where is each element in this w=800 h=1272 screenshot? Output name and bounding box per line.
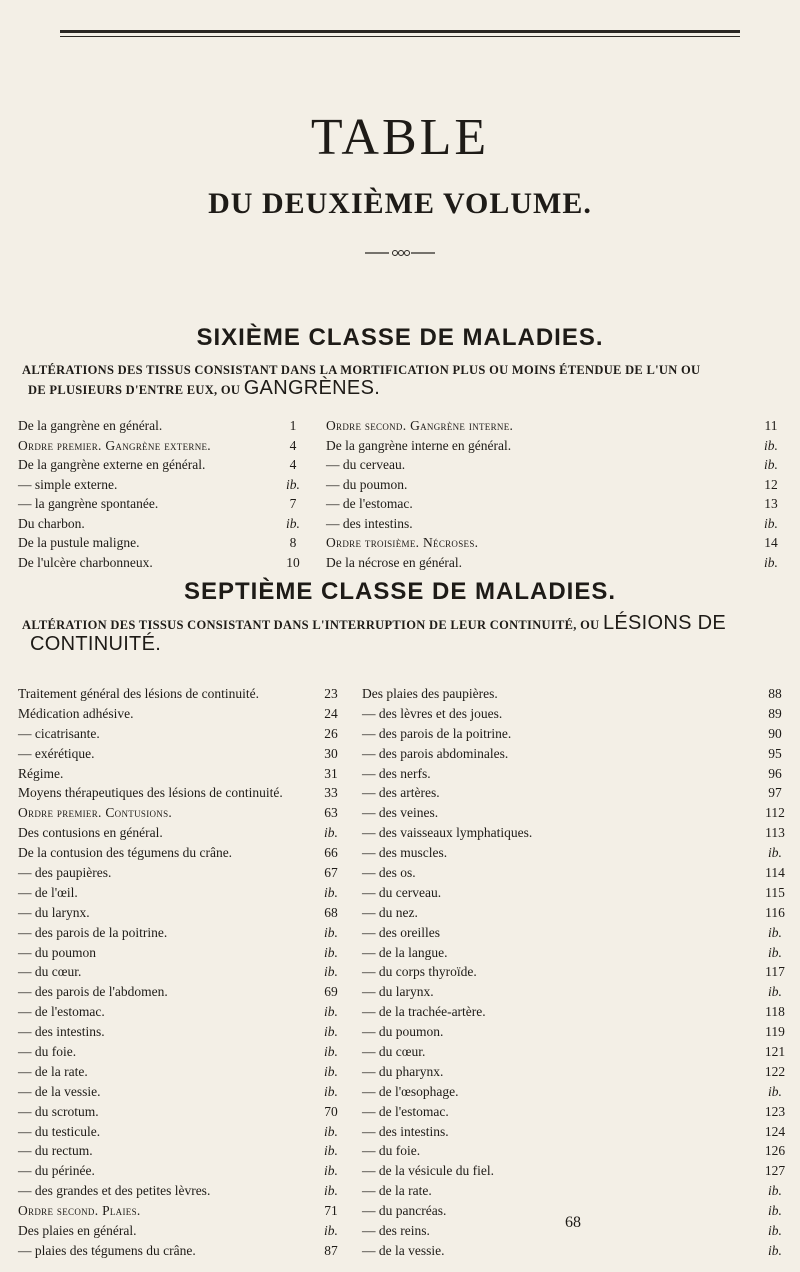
toc-entry-page: 126 (764, 1143, 786, 1159)
toc-entry-title: Ordre second. Gangrène interne. (326, 418, 514, 433)
toc-entry-title: Ordre troisième. Nécroses. (326, 535, 479, 550)
toc-entry-page: 63 (324, 805, 338, 821)
class7-alteration-small: ALTÉRATION DES TISSUS CONSISTANT DANS L'INTERRUPTION DE LEUR CONTINUITÉ, OU (22, 618, 600, 632)
toc-entry-title: — du poumon. (326, 476, 408, 492)
toc-entry-title: — du testicule. (18, 1123, 101, 1139)
toc-entry-page: ib. (324, 924, 338, 940)
toc-entry-page: ib. (764, 554, 778, 570)
class6-right-list (326, 416, 788, 572)
toc-entry (18, 724, 348, 744)
toc-entry-title: De la nécrose en général. (326, 554, 463, 570)
toc-entry (362, 1062, 788, 1082)
toc-entry-title: Traitement général des lésions de continuité. (18, 686, 259, 701)
toc-entry (18, 1221, 348, 1241)
toc-entry-page: ib. (324, 1123, 338, 1139)
toc-entry-title: — du corps thyroïde. (362, 964, 477, 980)
toc-entry-page: 71 (324, 1203, 338, 1219)
toc-entry (18, 416, 308, 436)
toc-entry-title: — du rectum. (18, 1143, 93, 1159)
toc-entry (18, 744, 348, 764)
toc-entry (18, 783, 348, 803)
toc-entry-page: ib. (768, 924, 782, 940)
toc-entry (18, 1102, 348, 1122)
toc-entry-title: — du nez. (362, 904, 418, 920)
toc-entry-title: — de la rate. (18, 1063, 88, 1079)
toc-entry-title: — de l'estomac. (326, 496, 413, 511)
toc-entry (18, 1241, 348, 1261)
toc-entry-page: 123 (764, 1103, 786, 1119)
toc-entry-title: — du périnée. (18, 1163, 95, 1179)
toc-entry-page: 66 (324, 845, 338, 861)
toc-entry-page: 89 (768, 705, 782, 721)
toc-entry-title: — des intestins. (18, 1024, 105, 1040)
toc-entry (18, 1141, 348, 1161)
class6-left-list (18, 416, 308, 572)
toc-entry-title: De la gangrène externe en général. (18, 457, 206, 472)
toc-entry (18, 684, 348, 704)
toc-entry-page: 90 (768, 725, 782, 741)
toc-entry (18, 843, 348, 863)
toc-entry (362, 803, 788, 823)
class6-heading: SIXIÈME CLASSE DE MALADIES. (196, 324, 604, 351)
toc-entry-page: 117 (765, 964, 785, 980)
toc-entry (326, 494, 788, 514)
toc-entry (362, 923, 788, 943)
toc-entry-title: — cicatrisante. (18, 725, 100, 741)
toc-entry-page: ib. (768, 1242, 782, 1258)
toc-entry (18, 1002, 348, 1022)
toc-entry-title: Des contusions en général. (18, 825, 163, 841)
toc-entry-title: — des parois de l'abdomen. (18, 984, 168, 1000)
toc-entry (362, 684, 788, 704)
toc-entry-page: 121 (764, 1044, 786, 1060)
class7-right-list (362, 684, 788, 1261)
toc-entry-page: 113 (765, 825, 785, 841)
toc-entry (18, 533, 308, 553)
toc-entry (18, 1062, 348, 1082)
toc-entry-page: ib. (286, 476, 300, 492)
toc-entry-title: — des intestins. (326, 515, 413, 531)
toc-entry-title: — du foie. (362, 1143, 421, 1159)
page-title: TABLE (310, 109, 490, 166)
toc-entry-title: — du cœur. (18, 964, 82, 980)
toc-entry-title: — des oreilles (362, 924, 440, 940)
toc-entry-page: 70 (324, 1103, 338, 1119)
toc-entry-title: — du cerveau. (326, 457, 406, 472)
toc-entry-page: ib. (324, 1223, 338, 1239)
toc-entry-title: — du pancréas. (362, 1203, 447, 1219)
class7-alteration-line2: CONTINUITÉ. (30, 633, 162, 655)
toc-entry (326, 553, 788, 573)
toc-entry-page: 26 (324, 725, 338, 741)
toc-entry-title: — des vaisseaux lymphatiques. (362, 825, 533, 841)
toc-entry-page: ib. (764, 515, 778, 531)
toc-entry-page: 115 (765, 884, 785, 900)
toc-entry-title: Des plaies des paupières. (362, 686, 498, 701)
toc-entry-title: Ordre premier. Contusions. (18, 805, 173, 821)
toc-entry-title: De la contusion des tégumens du crâne. (18, 845, 233, 861)
toc-entry-title: — des os. (362, 865, 416, 881)
class7-heading: SEPTIÈME CLASSE DE MALADIES. (183, 578, 617, 605)
page-folio: 68 (565, 1214, 581, 1231)
toc-entry-title: — de l'œsophage. (362, 1083, 459, 1099)
toc-entry (362, 1102, 788, 1122)
toc-entry (326, 436, 788, 456)
toc-entry-title: — des artères. (362, 785, 440, 801)
toc-entry-page: 116 (765, 904, 785, 920)
toc-entry-title: Du charbon. (18, 515, 85, 531)
toc-entry-page: ib. (768, 1083, 782, 1099)
toc-entry-page: 4 (289, 437, 297, 453)
toc-entry-page: 12 (764, 476, 778, 492)
toc-entry-page: 24 (324, 705, 338, 721)
toc-entry-title: De l'ulcère charbonneux. (18, 554, 153, 570)
toc-entry (362, 1022, 788, 1042)
toc-entry-title: — des parois de la poitrine. (18, 924, 168, 940)
toc-entry-title: — des muscles. (362, 845, 448, 861)
toc-entry (18, 764, 348, 784)
toc-entry-page: 119 (765, 1024, 785, 1040)
toc-entry-page: ib. (324, 1004, 338, 1020)
toc-entry-page: 31 (324, 765, 338, 781)
class7-alteration-big: LÉSIONS DE (602, 612, 726, 634)
toc-entry (326, 514, 788, 534)
toc-entry (18, 943, 348, 963)
toc-entry (362, 1122, 788, 1142)
toc-entry (362, 863, 788, 883)
toc-entry-page: ib. (324, 1063, 338, 1079)
toc-entry-title: — plaies des tégumens du crâne. (18, 1242, 196, 1258)
toc-entry (362, 1241, 788, 1261)
toc-entry (18, 436, 308, 456)
toc-entry-page: 14 (764, 535, 778, 550)
toc-entry-title: De la pustule maligne. (18, 535, 140, 550)
toc-entry-page: 7 (289, 496, 297, 511)
toc-entry-title: — des lèvres et des joues. (362, 705, 503, 721)
toc-entry-title: — la gangrène spontanée. (18, 496, 159, 511)
toc-entry (18, 883, 348, 903)
toc-entry-page: 67 (324, 865, 338, 881)
toc-entry-page: 13 (764, 496, 778, 511)
toc-entry (326, 475, 788, 495)
toc-entry-title: Des plaies en général. (18, 1223, 137, 1239)
toc-entry-page: ib. (324, 964, 338, 980)
toc-entry-title: Ordre second. Plaies. (18, 1203, 141, 1219)
toc-entry-title: Moyens thérapeutiques des lésions de continuité. (18, 785, 283, 801)
toc-entry (326, 533, 788, 553)
toc-entry (18, 923, 348, 943)
toc-entry (362, 1161, 788, 1181)
toc-entry-title: — du pharynx. (362, 1063, 444, 1079)
toc-entry (18, 982, 348, 1002)
toc-entry-title: — de l'estomac. (362, 1103, 449, 1119)
toc-entry (18, 494, 308, 514)
toc-entry-title: — de l'œil. (18, 884, 78, 900)
toc-entry-page: 124 (764, 1123, 786, 1139)
class6-alteration-line2 (22, 379, 782, 399)
class7-left-list (18, 684, 348, 1261)
toc-entry-title: — du larynx. (362, 984, 434, 1000)
toc-entry (18, 704, 348, 724)
class6-alteration-big: GANGRÈNES. (243, 377, 381, 399)
toc-entry-page: ib. (768, 1223, 782, 1239)
toc-entry-title: De la gangrène interne en général. (326, 437, 512, 453)
page-subtitle: DU DEUXIÈME VOLUME. (208, 187, 592, 220)
toc-entry-page: 10 (286, 554, 300, 570)
toc-entry-title: — des veines. (362, 805, 439, 821)
toc-entry-title: Ordre premier. Gangrène externe. (18, 437, 211, 453)
toc-entry-page: ib. (324, 1143, 338, 1159)
toc-entry-page: ib. (324, 1183, 338, 1199)
top-rule-thin (60, 36, 740, 37)
toc-entry-title: — des parois abdominales. (362, 745, 509, 761)
toc-entry-page: 118 (765, 1004, 785, 1020)
toc-entry-title: De la gangrène en général. (18, 418, 163, 433)
toc-entry-page: ib. (324, 1044, 338, 1060)
toc-entry-title: — du foie. (18, 1044, 77, 1060)
toc-entry-title: — du poumon. (362, 1024, 444, 1040)
toc-entry-title: Médication adhésive. (18, 705, 134, 721)
toc-entry (362, 943, 788, 963)
toc-entry (18, 863, 348, 883)
toc-entry-page: 88 (768, 686, 782, 701)
toc-entry-page: 8 (289, 535, 297, 550)
toc-entry (362, 783, 788, 803)
toc-entry-page: 96 (768, 765, 782, 781)
toc-entry-page: ib. (768, 984, 782, 1000)
toc-entry-page: 1 (289, 418, 297, 433)
toc-entry-page: 122 (764, 1063, 786, 1079)
class6-alteration-line1: ALTÉRATIONS DES TISSUS CONSISTANT DANS LA MORTIFICATION PLUS OU MOINS ÉTENDUE DE L'UN OU (22, 363, 701, 377)
toc-entry-page: 127 (764, 1163, 786, 1179)
toc-entry-page: ib. (286, 515, 300, 531)
toc-entry (18, 1022, 348, 1042)
toc-entry (18, 1161, 348, 1181)
toc-entry-title: — des intestins. (362, 1123, 449, 1139)
toc-entry-title: — de la trachée-artère. (362, 1004, 486, 1020)
toc-entry (18, 903, 348, 923)
toc-entry-page: ib. (324, 1024, 338, 1040)
toc-entry-page: 69 (324, 984, 338, 1000)
toc-entry-page: ib. (324, 1083, 338, 1099)
toc-entry-title: — de la vessie. (362, 1242, 445, 1258)
toc-entry (18, 1042, 348, 1062)
toc-entry (362, 744, 788, 764)
toc-entry-page: 4 (289, 457, 297, 472)
toc-entry-title: — des nerfs. (362, 765, 431, 781)
toc-entry-page: ib. (768, 1203, 782, 1219)
toc-entry (18, 1181, 348, 1201)
class7-alteration (22, 614, 782, 654)
ornament-divider-icon (365, 247, 435, 259)
toc-entry (362, 724, 788, 744)
toc-entry-page: 112 (765, 805, 785, 821)
toc-entry (18, 962, 348, 982)
toc-entry-title: — de la rate. (362, 1183, 432, 1199)
toc-entry-title: — de l'estomac. (18, 1004, 105, 1020)
toc-entry (362, 1141, 788, 1161)
toc-entry (362, 903, 788, 923)
toc-entry-page: ib. (324, 1163, 338, 1179)
toc-entry-title: — de la vésicule du fiel. (362, 1163, 494, 1179)
toc-entry-page: 33 (324, 785, 338, 801)
toc-entry-title: — du cerveau. (362, 884, 442, 900)
toc-entry (18, 455, 308, 475)
toc-entry-page: ib. (768, 845, 782, 861)
toc-entry-title: Régime. (18, 765, 64, 781)
toc-entry-page: 114 (765, 865, 785, 881)
toc-entry-title: — exérétique. (18, 745, 95, 761)
toc-entry-title: — du larynx. (18, 904, 90, 920)
toc-entry-title: — des paupières. (18, 865, 112, 881)
toc-entry-title: — des parois de la poitrine. (362, 725, 512, 741)
class6-alteration-small: DE PLUSIEURS D'ENTRE EUX, OU (28, 383, 241, 397)
toc-entry-page: 23 (324, 686, 338, 701)
toc-entry-title: — du poumon (18, 944, 97, 960)
toc-entry-page: 95 (768, 745, 782, 761)
toc-entry (362, 883, 788, 903)
toc-entry (362, 962, 788, 982)
toc-entry (18, 1122, 348, 1142)
toc-entry-page: 87 (324, 1242, 338, 1258)
toc-entry-page: ib. (324, 825, 338, 841)
toc-entry-page: ib. (764, 457, 778, 472)
toc-entry (18, 553, 308, 573)
toc-entry-page: ib. (768, 1183, 782, 1199)
toc-entry-page: 68 (324, 904, 338, 920)
toc-entry-title: — du scrotum. (18, 1103, 99, 1119)
toc-entry (18, 514, 308, 534)
toc-entry-page: ib. (764, 437, 778, 453)
toc-entry-page: 11 (764, 418, 778, 433)
toc-entry (362, 1181, 788, 1201)
toc-entry-title: — de la langue. (362, 944, 448, 960)
toc-entry (362, 843, 788, 863)
toc-entry (18, 823, 348, 843)
toc-entry (362, 764, 788, 784)
toc-entry-page: ib. (768, 944, 782, 960)
toc-entry-page: 97 (768, 785, 782, 801)
toc-entry-title: — des reins. (362, 1223, 430, 1239)
toc-entry (326, 416, 788, 436)
toc-entry (362, 1042, 788, 1062)
toc-entry (362, 982, 788, 1002)
toc-entry-title: — du cœur. (362, 1044, 426, 1060)
toc-entry-page: ib. (324, 944, 338, 960)
toc-entry (362, 823, 788, 843)
toc-entry (362, 1002, 788, 1022)
toc-entry (18, 475, 308, 495)
toc-entry-title: — de la vessie. (18, 1083, 101, 1099)
toc-entry-title: — simple externe. (18, 476, 118, 492)
class6-alteration (22, 361, 782, 399)
toc-entry-page: 30 (324, 745, 338, 761)
toc-entry (362, 704, 788, 724)
toc-entry-title: — des grandes et des petites lèvres. (18, 1183, 211, 1199)
toc-entry (18, 803, 348, 823)
toc-entry (326, 455, 788, 475)
toc-entry (362, 1082, 788, 1102)
toc-entry (18, 1201, 348, 1221)
top-rule-thick (60, 30, 740, 33)
toc-entry-page: ib. (324, 884, 338, 900)
toc-entry (18, 1082, 348, 1102)
class7-alteration-line1 (22, 614, 782, 634)
